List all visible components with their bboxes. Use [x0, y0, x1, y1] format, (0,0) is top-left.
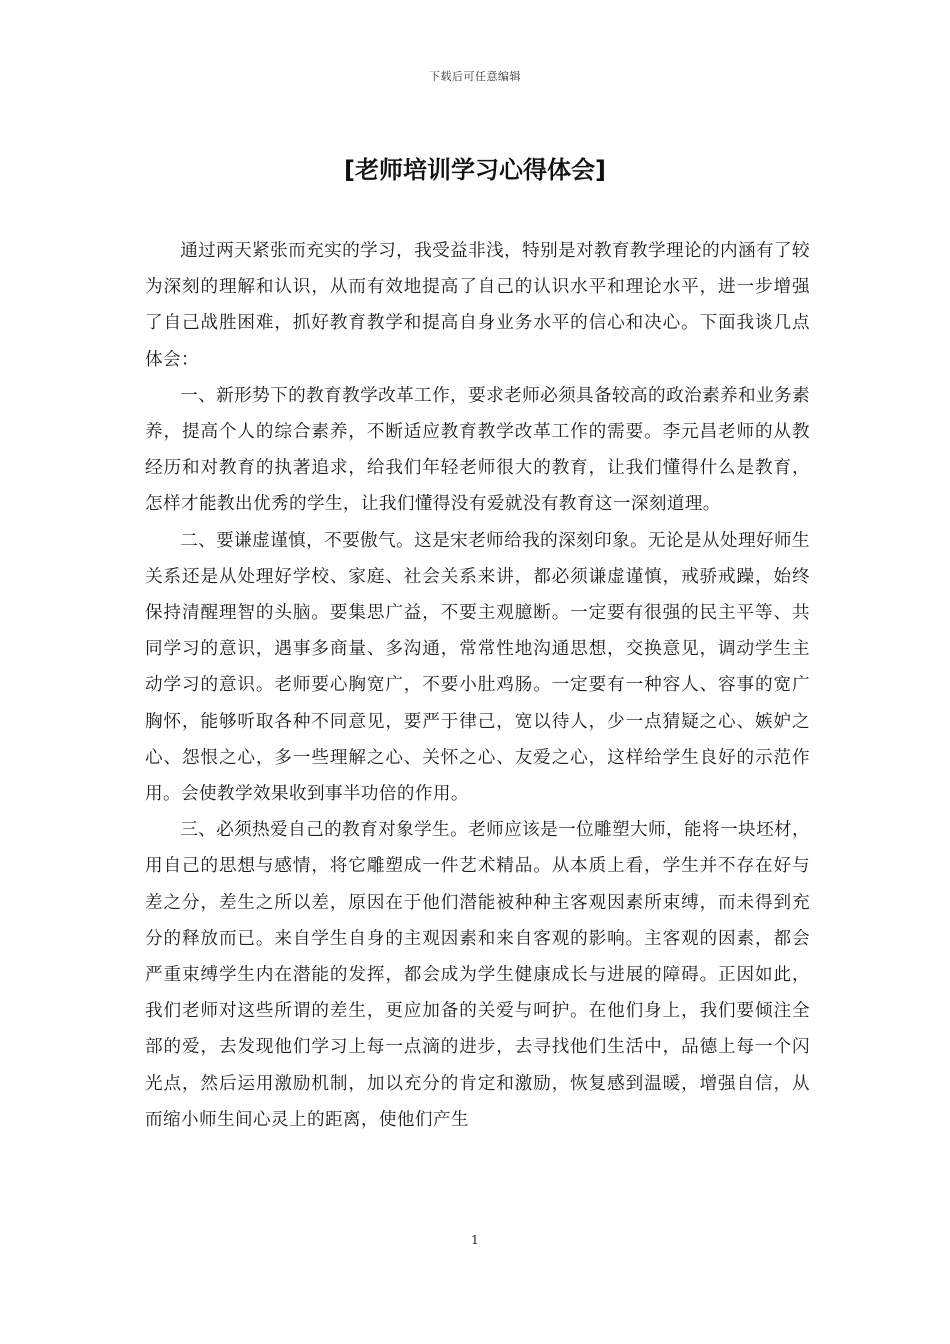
- document-title: [老师培训学习心得体会]: [344, 156, 606, 184]
- paragraph: 通过两天紧张而充实的学习，我受益非浅，特别是对教育教学理论的内涵有了较为深刻的理解和认识，从而有效地提高了自己的认识水平和理论水平，进一步增强了自己战胜困难，抓好教育教学和提高自身业务水平的信心和决心。下面我谈几点体会：: [145, 241, 810, 370]
- page-number: 1: [471, 1233, 479, 1247]
- document-body: [145, 233, 810, 1138]
- paragraph: 一、新形势下的教育教学改革工作，要求老师必须具备较高的政治素养和业务素养，提高个人的综合素养，不断适应教育教学改革工作的需要。李元昌老师的从教经历和对教育的执著追求，给我们年轻老师很大的教育，让我们懂得什么是教育，怎样才能教出优秀的学生，让我们懂得没有爱就没有教育这一深刻道理。: [145, 385, 810, 515]
- paragraph: 二、要谦虚谨慎，不要傲气。这是宋老师给我的深刻印象。无论是从处理好师生关系还是从处理好学校、家庭、社会关系来讲，都必须谦虚谨慎，戒骄戒躁，始终保持清醒理智的头脑。要集思广益，不要主观臆断。一定要有很强的民主平等、共同学习的意识，遇事多商量、多沟通，常常性地沟通思想，交换意见，调动学生主动学习的意识。老师要心胸宽广，不要小肚鸡肠。一定要有一种容人、容事的宽广胸怀，能够听取各种不同意见，要严于律己，宽以待人，少一点猜疑之心、嫉妒之心、怨恨之心，多一些理解之心、关怀之心、友爱之心，这样给学生良好的示范作用。会使教学效果收到事半功倍的作用。: [145, 530, 810, 805]
- paragraph: 三、必须热爱自己的教育对象学生。老师应该是一位雕塑大师，能将一块坯材，用自己的思想与感情，将它雕塑成一件艺术精品。从本质上看，学生并不存在好与差之分，差生之所以差，原因在于他们潜能被种种主客观因素所束缚，而未得到充分的释放而已。来自学生自身的主观因素和来自客观的影响。主客观的因素，都会严重束缚学生内在潜能的发挥，都会成为学生健康成长与进展的障碍。正因如此，我们老师对这些所谓的差生，更应加备的关爱与呵护。在他们身上，我们要倾注全部的爱，去发现他们学习上每一点滴的进步，去寻找他们生活中，品德上每一个闪光点，然后运用激励机制，加以充分的肯定和激励，恢复感到温暖，增强自信，从而缩小师生间心灵上的距离，使他们产生: [145, 820, 810, 1130]
- header-note: 下载后可任意编辑: [429, 70, 521, 83]
